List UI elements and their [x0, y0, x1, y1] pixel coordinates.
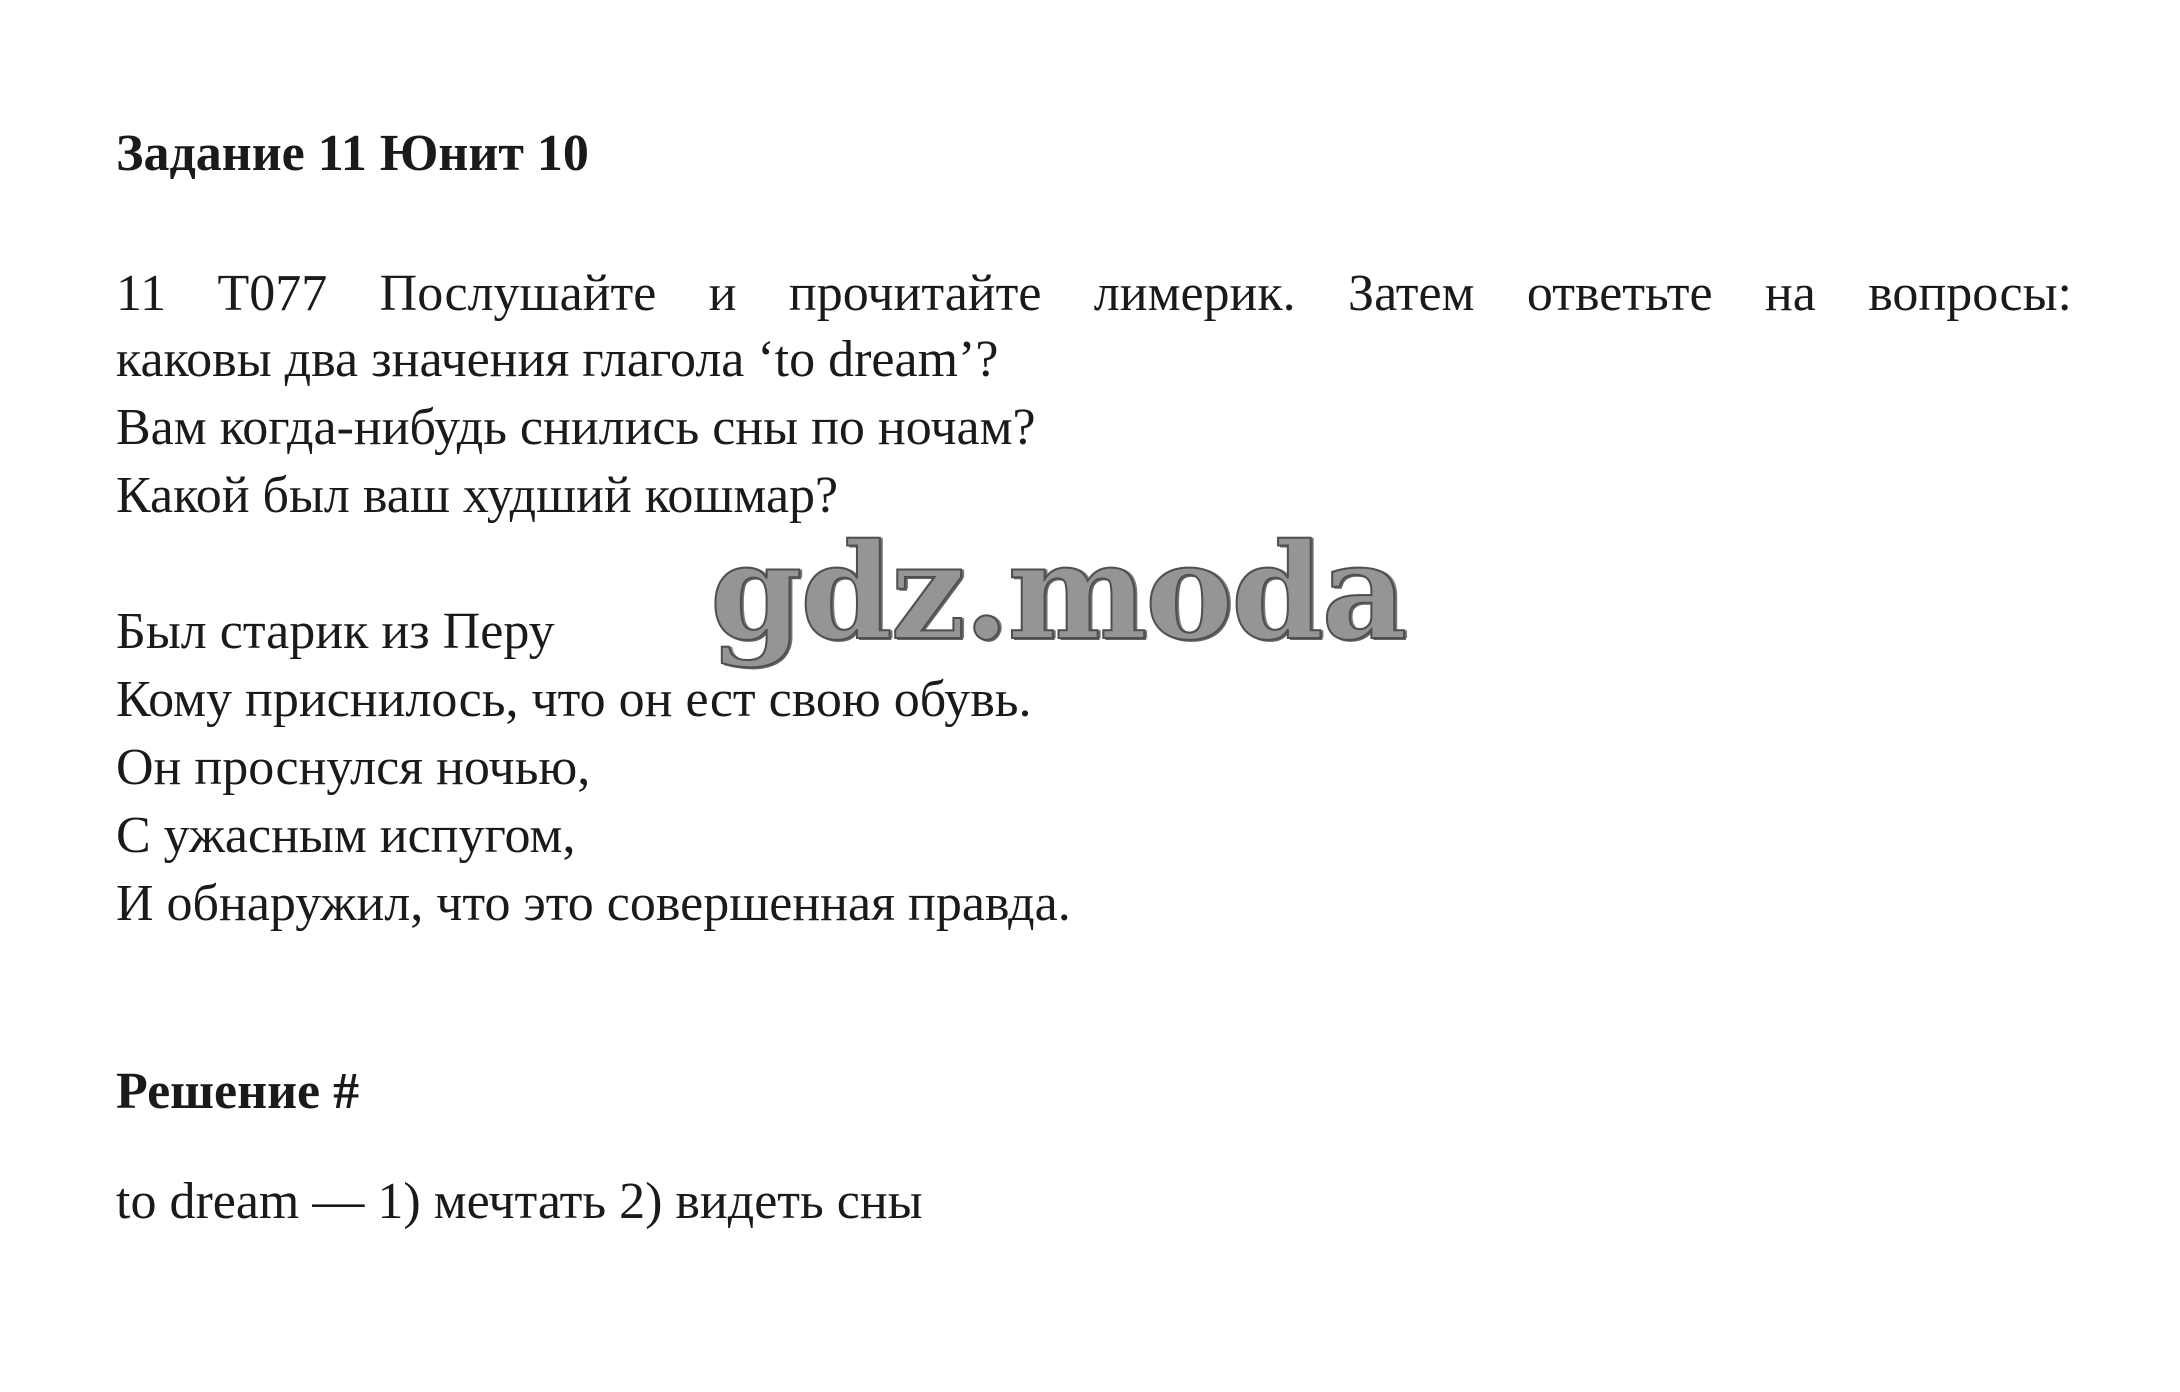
instruction-line: 11 T077 Послушайте и прочитайте лимерик. Затем ответьте на вопросы:	[116, 265, 2072, 322]
poem-line: С ужасным испугом,	[116, 807, 576, 864]
poem-line: Он проснулся ночью,	[116, 739, 591, 796]
instruction-line: Какой был ваш худший кошмар?	[116, 467, 839, 524]
task-title: Задание 11 Юнит 10	[116, 125, 589, 182]
poem-line: И обнаружил, что это совершенная правда.	[116, 875, 1071, 932]
watermark-logo: gdz.moda	[710, 515, 1406, 670]
solution-answer: to dream — 1) мечтать 2) видеть сны	[116, 1173, 923, 1230]
solution-title: Решение #	[116, 1063, 360, 1120]
poem-line: Кому приснилось, что он ест свою обувь.	[116, 671, 1032, 728]
instruction-line: Вам когда-нибудь снились сны по ночам?	[116, 399, 1036, 456]
instruction-line: каковы два значения глагола ‘to dream’?	[116, 331, 999, 388]
poem-line: Был старик из Перу	[116, 603, 555, 660]
